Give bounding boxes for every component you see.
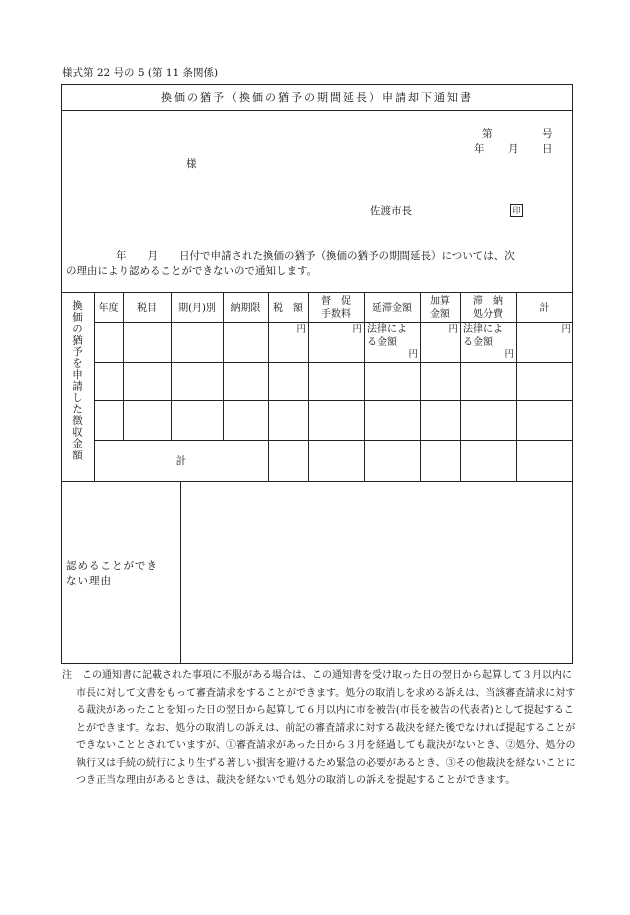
header-period: 期(月)別 — [178, 303, 216, 314]
title-divider — [61, 110, 573, 111]
delinquency-legal-2: る金額 — [463, 337, 493, 348]
date-day: 日 — [542, 143, 553, 155]
yen-total: 円 — [561, 324, 571, 335]
col-line-5 — [268, 292, 269, 481]
table-side-label: 換価の猶予を申請した徴収金額 — [71, 300, 83, 461]
date-year: 年 — [474, 143, 485, 155]
header-delinquency-1: 滞 納 — [473, 296, 503, 307]
reason-label-line1: 認めることができ — [66, 560, 158, 572]
late-charge-legal-1: 法律によ — [367, 324, 407, 335]
yen-tax-amount: 円 — [296, 324, 306, 335]
notes — [62, 667, 578, 790]
yen-delinquency: 円 — [504, 349, 514, 360]
table-bottom-line — [61, 481, 573, 482]
sum-row-label: 計 — [175, 455, 187, 467]
header-late-charge: 延滞金額 — [372, 303, 412, 314]
header-year: 年度 — [98, 303, 119, 314]
late-charge-legal-2: る金額 — [367, 337, 397, 348]
header-total: 計 — [539, 303, 550, 314]
header-additional-1: 加算 — [430, 296, 450, 307]
issuer-name: 佐渡市長 — [370, 205, 412, 217]
doc-number-prefix: 第 — [482, 128, 493, 140]
table-row-line-1 — [94, 362, 573, 363]
yen-reminder-fee: 円 — [352, 324, 362, 335]
table-top-line — [61, 292, 573, 293]
reason-divider — [180, 481, 181, 664]
header-reminder-fee-1: 督 促 — [321, 296, 351, 307]
header-tax-amount: 税 額 — [273, 303, 303, 314]
table-row-line-2 — [94, 400, 573, 401]
header-tax-item: 税目 — [137, 303, 157, 314]
yen-late-charge: 円 — [408, 349, 418, 360]
form-number: 様式第 22 号の 5 (第 11 条関係) — [62, 67, 219, 79]
seal-box: 印 — [510, 204, 523, 217]
document-title: 換価の猶予（換価の猶予の期間延長）申請却下通知書 — [161, 91, 473, 104]
date-month: 月 — [508, 143, 519, 155]
delinquency-legal-1: 法律によ — [463, 324, 503, 335]
table-row-line-3 — [94, 440, 573, 441]
header-additional-2: 金額 — [430, 309, 450, 320]
addressee-suffix: 様 — [186, 158, 197, 170]
header-delinquency-2: 処分費 — [473, 309, 503, 320]
header-due-date: 納期限 — [230, 303, 261, 314]
reason-label-line2: ない理由 — [66, 575, 112, 587]
col-line-10 — [516, 292, 517, 481]
header-reminder-fee-2: 手数料 — [321, 309, 351, 320]
body-text-line2: の理由により認めることができないので通知します。 — [66, 265, 318, 277]
col-line-7 — [364, 292, 365, 481]
doc-number-suffix: 号 — [542, 128, 553, 140]
yen-additional: 円 — [448, 324, 458, 335]
body-text-line1: 年 月 日付で申請された換価の猶予（換価の猶予の期間延長）については、次 — [116, 250, 515, 262]
col-line-1 — [94, 292, 95, 481]
form-frame — [61, 84, 573, 664]
note-paragraph: 注 この通知書に記載された事項に不服がある場合は、この通知書を受け取った日の翌日から起算して３月以内に市長に対して文書をもって審査請求をすることができます。処分の取消しを求める訴えは、当該審査請求に対する裁決があったことを知った日の翌日から起算して６月以内に市を被告(市長を被告の代表者)として提起することができます。なお、処分の取消しの訴えは、前記の審査請求に対する裁決を経た後でなければ提起することができないこととされていますが、①審査請求があった日から３月を経過しても裁決がないとき、②処分、処分の執行又は手続の続行により生ずる著しい損害を避けるため緊急の必要があるとき、③その他裁決を経ないことにつき正当な理由があるときは、裁決を経ないでも処分の取消しの訴えを提起することができます。 — [62, 670, 576, 786]
